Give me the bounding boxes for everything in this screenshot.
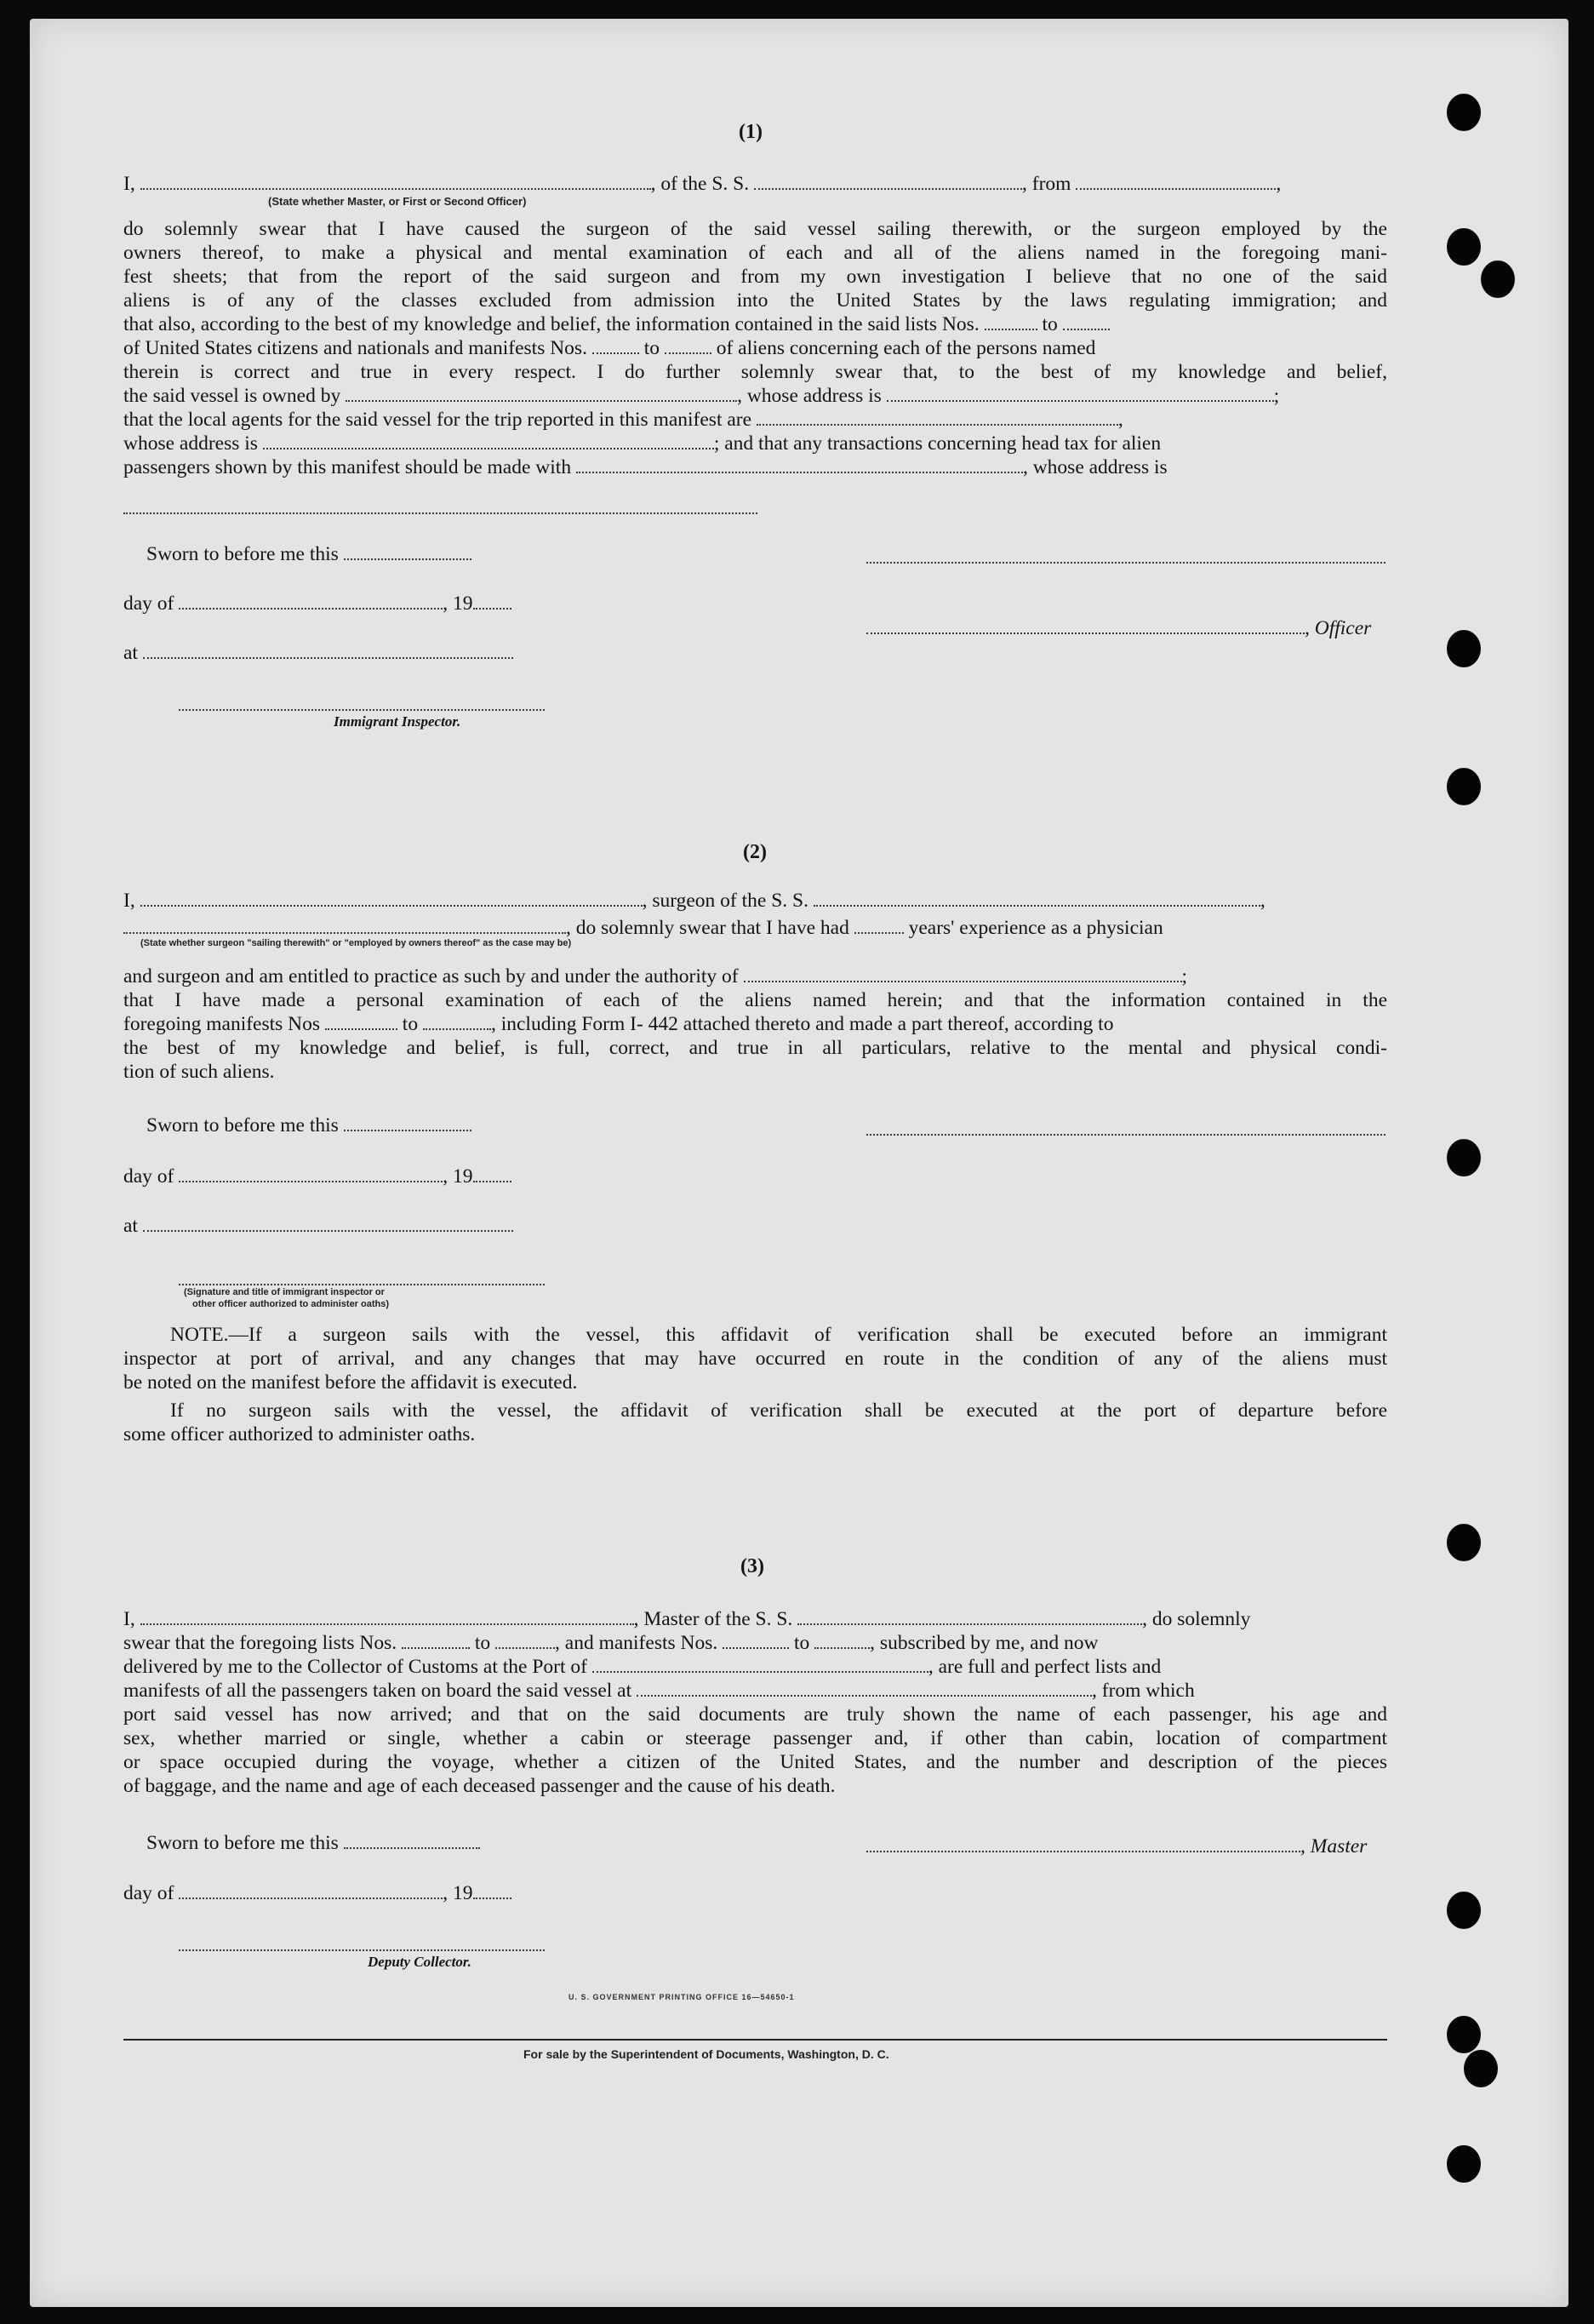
s3-body-line: port said vessel has now arrived; and that on the said documents are truly shown the name of each passenger, his age and xyxy=(123,1703,1387,1726)
punch-hole xyxy=(1447,2145,1481,2183)
s2-caption: (State whether surgeon "sailing therewith" or "employed by owners thereof" as the case may be) xyxy=(140,938,572,948)
s2-sworn-line: Sworn to before me this xyxy=(146,1113,572,1137)
s2-body-line: the best of my knowledge and belief, is full, correct, and true in all particulars, relative to the mental and physical condi- xyxy=(123,1037,1387,1059)
s3-body-line: of baggage, and the name and age of each deceased passenger and the cause of his death. xyxy=(123,1775,836,1797)
s3-board-line: manifests of all the passengers taken on board the said vessel at , from which xyxy=(123,1680,1195,1702)
footer-sale-note: For sale by the Superintendent of Documents, Washington, D. C. xyxy=(523,2047,889,2061)
punch-hole xyxy=(1447,630,1481,667)
s2-surgeon-line: I, , surgeon of the S. S. , xyxy=(123,890,1265,912)
s1-inspector-label: Immigrant Inspector. xyxy=(334,713,461,730)
s2-experience-line: , do solemnly swear that I have had years' experience as a physician xyxy=(123,916,1387,940)
s2-day-line: day of , 19 xyxy=(123,1165,566,1188)
s2-inspector-rule xyxy=(179,1284,545,1285)
s1-address-rule xyxy=(123,512,757,514)
s1-agent-address-line: whose address is ; and that any transactions concerning head tax for alien xyxy=(123,432,1162,455)
s1-headtax-line: passengers shown by this manifest should be made with , whose address is xyxy=(123,456,1168,478)
s2-at-line: at xyxy=(123,1214,566,1238)
s1-body-line: owners thereof, to make a physical and mental examination of each and all of the aliens named in the foregoing mani- xyxy=(123,242,1387,264)
s2-note-line: inspector at port of arrival, and any changes that may have occurred en route in the condition of any of the aliens must xyxy=(123,1348,1387,1370)
s2-note-line: be noted on the manifest before the affidavit is executed. xyxy=(123,1371,578,1394)
printing-office-imprint: U. S. GOVERNMENT PRINTING OFFICE 16—54650-1 xyxy=(568,1993,795,2001)
s2-manifests-line: foregoing manifests Nos to , including Form I- 442 attached thereto and made a part thereof, according to xyxy=(123,1013,1114,1035)
s2-note-line: NOTE.—If a surgeon sails with the vessel, this affidavit of verification shall be executed before an immigrant xyxy=(170,1324,1387,1346)
punch-hole xyxy=(1447,94,1481,131)
s3-body-line: or space occupied during the voyage, whether a citizen of the United States, and the number and description of the pieces xyxy=(123,1751,1387,1773)
s1-body-line: therein is correct and true in every respect. I do further solemnly swear that, to the best of my knowledge and belief, xyxy=(123,361,1387,383)
punch-hole xyxy=(1447,228,1481,266)
section-3-number: (3) xyxy=(740,1555,764,1577)
punch-hole xyxy=(1481,260,1515,298)
s1-body-line: do solemnly swear that I have caused the surgeon of the said vessel sailing therewith, or the surgeon employed by the xyxy=(123,218,1387,240)
s1-at-line: at xyxy=(123,641,566,665)
s3-master-sign-line: , Master xyxy=(866,1835,1390,1858)
punch-hole xyxy=(1447,1139,1481,1176)
s2-body-line: tion of such aliens. xyxy=(123,1061,275,1083)
s1-officer-line: , Officer xyxy=(866,616,1390,640)
s2-note-line: If no surgeon sails with the vessel, the affidavit of verification shall be executed at the port of departure before xyxy=(170,1400,1387,1422)
s2-sig-caption: (Signature and title of immigrant inspector or xyxy=(184,1287,385,1297)
s1-day-line: day of , 19 xyxy=(123,592,566,615)
s1-owner-line: the said vessel is owned by , whose address is ; xyxy=(123,385,1280,407)
s1-signature-rule xyxy=(866,562,1385,564)
footer-rule xyxy=(123,2039,1387,2041)
s1-body-line: fest sheets; that from the report of the said surgeon and from my own investigation I believe that no one of the said xyxy=(123,266,1387,288)
s2-sig-caption: other officer authorized to administer oaths) xyxy=(192,1299,390,1309)
s3-body-line: sex, whether married or single, whether a cabin or steerage passenger and, if other than cabin, location of compartment xyxy=(123,1727,1387,1749)
s3-deputy-label: Deputy Collector. xyxy=(368,1954,471,1970)
s1-inspector-rule xyxy=(179,709,545,711)
s2-note-line: some officer authorized to administer oaths. xyxy=(123,1423,476,1445)
s1-caption: (State whether Master, or First or Second Officer) xyxy=(268,195,527,208)
s1-lists-line: that also, according to the best of my knowledge and belief, the information contained in the said lists Nos. to xyxy=(123,312,1387,336)
s2-signature-rule xyxy=(866,1134,1385,1136)
s1-body-line: aliens is of any of the classes excluded from admission into the United States by the laws regulating immigration; and xyxy=(123,289,1387,312)
s2-authority-line: and surgeon and am entitled to practice as such by and under the authority of ; xyxy=(123,965,1188,987)
s3-port-line: delivered by me to the Collector of Customs at the Port of , are full and perfect lists and xyxy=(123,1656,1162,1678)
s1-agents-line: that the local agents for the said vessel for the trip reported in this manifest are , xyxy=(123,409,1123,431)
section-1-number: (1) xyxy=(739,121,763,143)
punch-hole xyxy=(1447,2016,1481,2053)
s3-collector-rule xyxy=(179,1949,545,1951)
s3-lists-line: swear that the foregoing lists Nos. to , and manifests Nos. to , subscribed by me, and now xyxy=(123,1632,1099,1654)
s1-manifest-line: of United States citizens and nationals and manifests Nos. to of aliens concerning each of the persons named xyxy=(123,337,1096,359)
punch-hole xyxy=(1447,1892,1481,1929)
s3-sworn-line: Sworn to before me this xyxy=(146,1831,572,1855)
punch-hole xyxy=(1464,2050,1498,2087)
s3-master-line: I, , Master of the S. S. , do solemnly xyxy=(123,1608,1251,1630)
s3-day-line: day of , 19 xyxy=(123,1881,566,1905)
s1-master-line: I, , of the S. S. , from , xyxy=(123,173,1282,195)
punch-hole xyxy=(1447,1524,1481,1561)
s1-sworn-line: Sworn to before me this xyxy=(146,542,572,566)
punch-hole xyxy=(1447,768,1481,805)
section-2-number: (2) xyxy=(743,841,767,863)
s2-body-line: that I have made a personal examination of each of the aliens named herein; and that the information contained in the xyxy=(123,989,1387,1011)
